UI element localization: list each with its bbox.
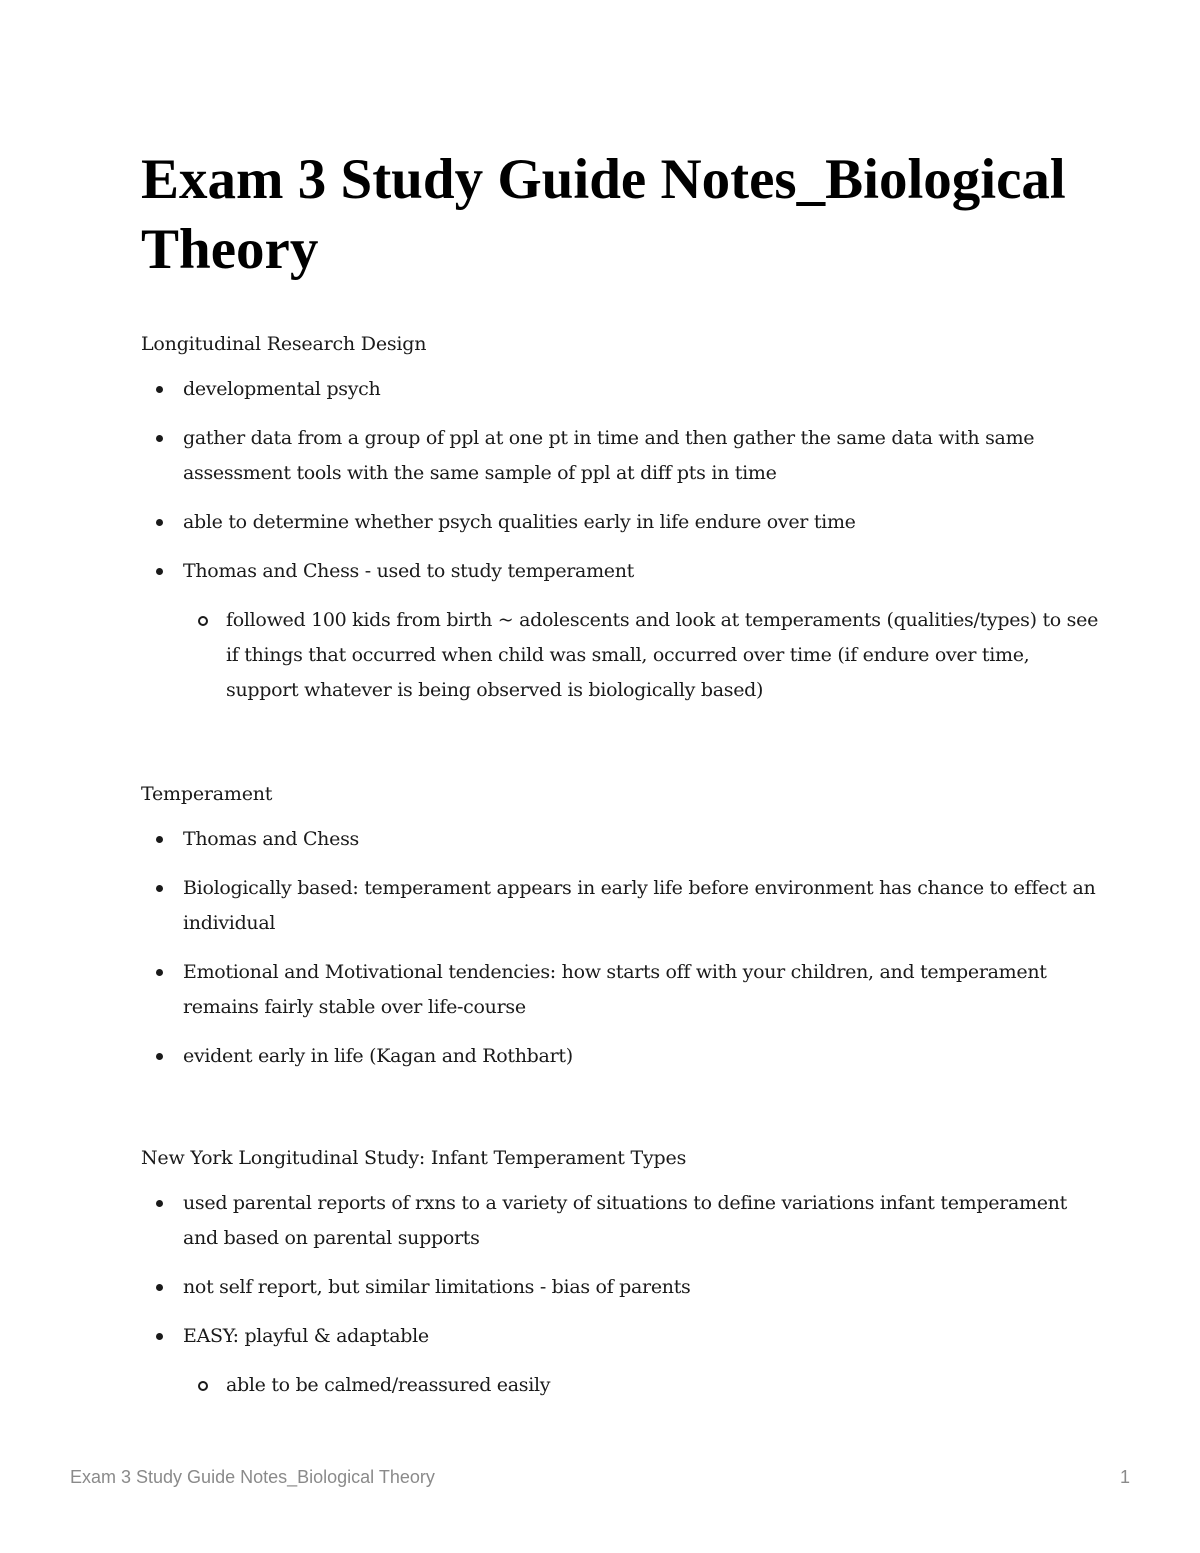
bullet-ring-icon bbox=[198, 616, 208, 626]
bullet-dot-icon bbox=[156, 836, 163, 843]
bullet-dot-icon bbox=[156, 435, 163, 442]
bullet-ring-icon bbox=[198, 1381, 208, 1391]
section-temperament bbox=[141, 780, 1101, 1074]
list-item bbox=[141, 1186, 1101, 1256]
list-item bbox=[141, 955, 1101, 1025]
list-item-text: EASY: playful & adaptable bbox=[183, 1325, 429, 1347]
bullet-dot-icon bbox=[156, 885, 163, 892]
list-item-text: Emotional and Motivational tendencies: how starts off with your children, and temperament remains fairly stable over life-course bbox=[183, 961, 1047, 1018]
list-item bbox=[141, 421, 1101, 491]
section-longitudinal-research-design bbox=[141, 330, 1101, 708]
bullet-dot-icon bbox=[156, 1333, 163, 1340]
list-item-text: able to determine whether psych qualities early in life endure over time bbox=[183, 511, 856, 533]
list-item-text: used parental reports of rxns to a variety of situations to define variations infant temperament and based on parental supports bbox=[183, 1192, 1067, 1249]
list-item-text: evident early in life (Kagan and Rothbart) bbox=[183, 1045, 573, 1067]
footer-title: Exam 3 Study Guide Notes_Biological Theory bbox=[70, 1467, 435, 1487]
page-title: Exam 3 Study Guide Notes_Biological Theory bbox=[141, 148, 1066, 281]
list-item-text: Biologically based: temperament appears in early life before environment has chance to effect an individual bbox=[183, 877, 1096, 934]
list-item-text: developmental psych bbox=[183, 378, 381, 400]
list-item bbox=[141, 554, 1101, 589]
bullet-dot-icon bbox=[156, 1284, 163, 1291]
list-item bbox=[141, 1270, 1101, 1305]
bullet-dot-icon bbox=[156, 1200, 163, 1207]
footer-page-number: 1 bbox=[1119, 1467, 1130, 1487]
bullet-list bbox=[141, 822, 1101, 1074]
list-item-text: Thomas and Chess - used to study temperament bbox=[183, 560, 635, 582]
bullet-dot-icon bbox=[156, 969, 163, 976]
section-heading: New York Longitudinal Study: Infant Temperament Types bbox=[141, 1147, 687, 1169]
bullet-dot-icon bbox=[156, 568, 163, 575]
section-heading: Temperament bbox=[141, 783, 273, 805]
sub-list-item bbox=[183, 603, 1101, 708]
list-item bbox=[141, 1039, 1101, 1074]
sub-list-item-text: followed 100 kids from birth ~ adolescents and look at temperaments (qualities/types) to see if things that occurred when child was small, occurred over time (if endure over time, support whatever is being observed is biologically based) bbox=[226, 609, 1099, 701]
list-item bbox=[141, 372, 1101, 407]
sub-bullet-list bbox=[141, 1368, 1101, 1403]
list-item-text: not self report, but similar limitations - bias of parents bbox=[183, 1276, 691, 1298]
bullet-list bbox=[141, 1186, 1101, 1354]
section-heading: Longitudinal Research Design bbox=[141, 333, 427, 355]
sub-list-item-text: able to be calmed/reassured easily bbox=[226, 1374, 551, 1396]
section-new-york-longitudinal-study bbox=[141, 1144, 1101, 1403]
bullet-dot-icon bbox=[156, 519, 163, 526]
bullet-dot-icon bbox=[156, 1053, 163, 1060]
list-item bbox=[141, 1319, 1101, 1354]
bullet-dot-icon bbox=[156, 386, 163, 393]
sub-list-item bbox=[183, 1368, 1101, 1403]
bullet-list bbox=[141, 372, 1101, 589]
sub-bullet-list bbox=[141, 603, 1101, 708]
list-item bbox=[141, 822, 1101, 857]
list-item-text: gather data from a group of ppl at one pt in time and then gather the same data with same assessment tools with the same sample of ppl at diff pts in time bbox=[183, 427, 1035, 484]
list-item-text: Thomas and Chess bbox=[183, 828, 359, 850]
list-item bbox=[141, 871, 1101, 941]
list-item bbox=[141, 505, 1101, 540]
